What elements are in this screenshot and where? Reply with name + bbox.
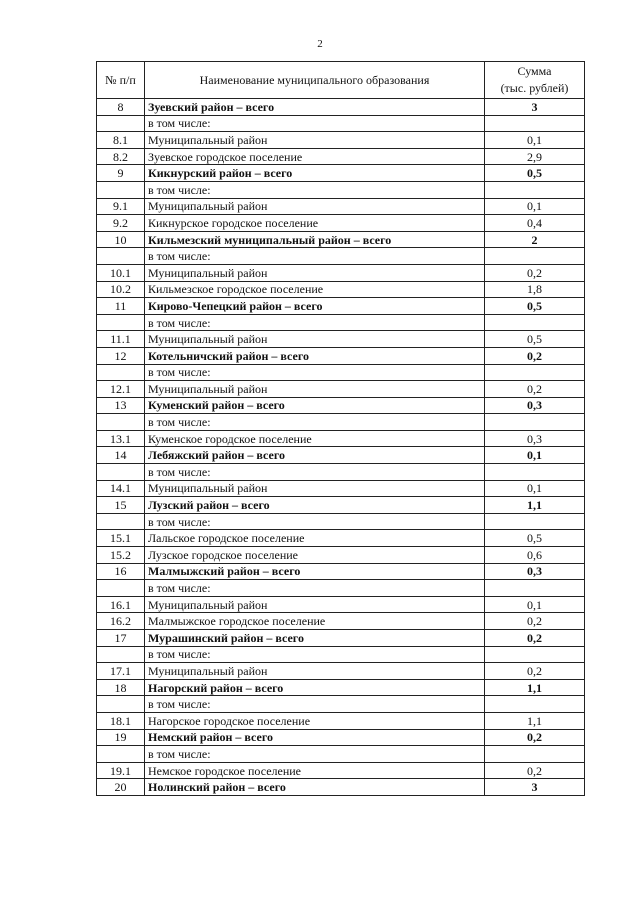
budget-table [96, 61, 585, 796]
table-row [97, 248, 585, 265]
row-name-cell: Малмыжское городское поселение [145, 613, 485, 630]
row-sum-cell: 0,3 [485, 430, 585, 447]
row-sum-cell: 3 [485, 779, 585, 796]
table-row [97, 414, 585, 431]
row-number-cell: 11.1 [97, 331, 145, 348]
table-row-total [97, 729, 585, 746]
row-number-cell [97, 464, 145, 481]
row-name-cell: в том числе: [145, 746, 485, 763]
row-number-cell: 15 [97, 497, 145, 514]
table-row-total [97, 563, 585, 580]
row-number-cell: 15.2 [97, 547, 145, 564]
row-sum-cell [485, 115, 585, 132]
row-sum-cell: 3 [485, 99, 585, 116]
row-number-cell: 8.1 [97, 132, 145, 149]
row-number-cell: 19.1 [97, 762, 145, 779]
row-name-cell: Муниципальный район [145, 331, 485, 348]
row-sum-cell: 0,2 [485, 729, 585, 746]
row-name-cell: в том числе: [145, 314, 485, 331]
table-row [97, 530, 585, 547]
row-sum-cell: 0,4 [485, 215, 585, 232]
row-number-cell [97, 181, 145, 198]
row-number-cell: 11 [97, 298, 145, 315]
row-number-cell [97, 115, 145, 132]
row-sum-cell: 0,2 [485, 381, 585, 398]
row-number-cell: 10 [97, 231, 145, 248]
row-number-cell: 14.1 [97, 480, 145, 497]
row-number-cell: 12 [97, 347, 145, 364]
row-name-cell: Лузское городское поселение [145, 547, 485, 564]
row-sum-cell: 0,5 [485, 298, 585, 315]
row-number-cell: 17.1 [97, 663, 145, 680]
table-row [97, 430, 585, 447]
row-number-cell: 13 [97, 397, 145, 414]
row-sum-cell: 1,1 [485, 712, 585, 729]
row-sum-cell: 0,3 [485, 397, 585, 414]
table-row [97, 281, 585, 298]
table-row [97, 696, 585, 713]
row-sum-cell: 0,1 [485, 132, 585, 149]
row-name-cell: в том числе: [145, 181, 485, 198]
table-row-total [97, 347, 585, 364]
table-row [97, 364, 585, 381]
row-sum-cell: 0,5 [485, 165, 585, 182]
table-row [97, 115, 585, 132]
row-number-cell: 12.1 [97, 381, 145, 398]
row-sum-cell: 0,1 [485, 596, 585, 613]
row-name-cell: Малмыжский район – всего [145, 563, 485, 580]
row-sum-cell: 1,8 [485, 281, 585, 298]
row-number-cell [97, 696, 145, 713]
table-row-total [97, 779, 585, 796]
row-name-cell: Лузский район – всего [145, 497, 485, 514]
row-number-cell [97, 314, 145, 331]
row-number-cell [97, 364, 145, 381]
table-row-total [97, 447, 585, 464]
row-name-cell: Кикнурское городское поселение [145, 215, 485, 232]
row-number-cell [97, 580, 145, 597]
row-name-cell: Лальское городское поселение [145, 530, 485, 547]
table-row [97, 762, 585, 779]
row-name-cell: в том числе: [145, 115, 485, 132]
row-number-cell: 10.1 [97, 264, 145, 281]
row-number-cell: 19 [97, 729, 145, 746]
row-number-cell: 9.1 [97, 198, 145, 215]
row-name-cell: Кикнурский район – всего [145, 165, 485, 182]
table-row [97, 381, 585, 398]
row-name-cell: Кильмезский муниципальный район – всего [145, 231, 485, 248]
row-name-cell: Кильмезское городское поселение [145, 281, 485, 298]
row-number-cell: 17 [97, 630, 145, 647]
row-number-cell: 18.1 [97, 712, 145, 729]
row-sum-cell: 0,1 [485, 198, 585, 215]
row-number-cell: 13.1 [97, 430, 145, 447]
row-name-cell: Немское городское поселение [145, 762, 485, 779]
table-row [97, 480, 585, 497]
table-row [97, 513, 585, 530]
table-row-total [97, 298, 585, 315]
row-sum-cell: 0,2 [485, 630, 585, 647]
row-sum-cell [485, 414, 585, 431]
row-name-cell: Муниципальный район [145, 132, 485, 149]
row-number-cell: 20 [97, 779, 145, 796]
row-number-cell [97, 414, 145, 431]
table-row-total [97, 630, 585, 647]
row-name-cell: Лебяжский район – всего [145, 447, 485, 464]
row-sum-cell: 0,2 [485, 264, 585, 281]
row-sum-cell: 2,9 [485, 148, 585, 165]
table-row-total [97, 397, 585, 414]
row-number-cell [97, 248, 145, 265]
row-name-cell: Куменское городское поселение [145, 430, 485, 447]
table-header-row [97, 62, 585, 99]
table-row [97, 148, 585, 165]
row-number-cell: 18 [97, 679, 145, 696]
row-sum-cell: 0,6 [485, 547, 585, 564]
row-name-cell: Муниципальный район [145, 381, 485, 398]
row-number-cell: 9 [97, 165, 145, 182]
table-row-total [97, 231, 585, 248]
table-row [97, 646, 585, 663]
row-sum-cell [485, 248, 585, 265]
row-name-cell: в том числе: [145, 580, 485, 597]
row-sum-cell [485, 364, 585, 381]
row-name-cell: Нолинский район – всего [145, 779, 485, 796]
page-number: 2 [317, 38, 323, 50]
table-row [97, 132, 585, 149]
table-row [97, 215, 585, 232]
row-sum-cell: 2 [485, 231, 585, 248]
row-sum-cell: 0,2 [485, 762, 585, 779]
row-sum-cell: 1,1 [485, 497, 585, 514]
table-row [97, 181, 585, 198]
row-name-cell: Муниципальный район [145, 198, 485, 215]
row-sum-cell: 0,5 [485, 530, 585, 547]
row-name-cell: в том числе: [145, 696, 485, 713]
row-sum-cell: 0,3 [485, 563, 585, 580]
row-number-cell [97, 746, 145, 763]
table-row [97, 331, 585, 348]
row-number-cell: 10.2 [97, 281, 145, 298]
header-sum-title: Сумма [517, 64, 552, 78]
row-sum-cell [485, 513, 585, 530]
row-name-cell: в том числе: [145, 248, 485, 265]
row-name-cell: Нагорское городское поселение [145, 712, 485, 729]
row-number-cell: 14 [97, 447, 145, 464]
table-row [97, 580, 585, 597]
row-number-cell [97, 513, 145, 530]
row-name-cell: Нагорский район – всего [145, 679, 485, 696]
row-sum-cell: 0,2 [485, 663, 585, 680]
table-row [97, 596, 585, 613]
row-sum-cell: 0,1 [485, 447, 585, 464]
row-sum-cell: 0,5 [485, 331, 585, 348]
row-name-cell: в том числе: [145, 646, 485, 663]
table-row [97, 547, 585, 564]
row-sum-cell [485, 314, 585, 331]
row-name-cell: в том числе: [145, 513, 485, 530]
row-name-cell: Муниципальный район [145, 663, 485, 680]
row-number-cell: 16 [97, 563, 145, 580]
row-sum-cell [485, 464, 585, 481]
table-row [97, 712, 585, 729]
row-sum-cell: 0,2 [485, 347, 585, 364]
row-number-cell: 16.2 [97, 613, 145, 630]
row-number-cell: 8.2 [97, 148, 145, 165]
row-sum-cell [485, 746, 585, 763]
row-number-cell: 9.2 [97, 215, 145, 232]
header-municipality: Наименование муниципального образования [145, 62, 485, 99]
table-row-total [97, 99, 585, 116]
table-row-total [97, 165, 585, 182]
row-number-cell [97, 646, 145, 663]
row-sum-cell: 0,1 [485, 480, 585, 497]
row-name-cell: Кирово-Чепецкий район – всего [145, 298, 485, 315]
table-row [97, 264, 585, 281]
table-row [97, 663, 585, 680]
row-number-cell: 16.1 [97, 596, 145, 613]
row-sum-cell: 1,1 [485, 679, 585, 696]
row-name-cell: Зуевское городское поселение [145, 148, 485, 165]
row-name-cell: Муниципальный район [145, 480, 485, 497]
header-sum [485, 62, 585, 99]
header-number: № п/п [97, 62, 145, 99]
row-name-cell: Куменский район – всего [145, 397, 485, 414]
header-sum-unit: (тыс. рублей) [500, 81, 569, 95]
table-body [97, 99, 585, 796]
row-number-cell: 8 [97, 99, 145, 116]
row-number-cell: 15.1 [97, 530, 145, 547]
table-row [97, 613, 585, 630]
row-name-cell: Зуевский район – всего [145, 99, 485, 116]
table-row [97, 464, 585, 481]
row-name-cell: Муниципальный район [145, 264, 485, 281]
row-name-cell: в том числе: [145, 464, 485, 481]
row-name-cell: в том числе: [145, 364, 485, 381]
row-name-cell: Мурашинский район – всего [145, 630, 485, 647]
table-row [97, 198, 585, 215]
row-sum-cell [485, 696, 585, 713]
row-name-cell: Муниципальный район [145, 596, 485, 613]
row-name-cell: Немский район – всего [145, 729, 485, 746]
row-sum-cell [485, 646, 585, 663]
row-sum-cell: 0,2 [485, 613, 585, 630]
row-sum-cell [485, 580, 585, 597]
row-name-cell: Котельничский район – всего [145, 347, 485, 364]
table-row-total [97, 497, 585, 514]
row-name-cell: в том числе: [145, 414, 485, 431]
table-row [97, 314, 585, 331]
table-row [97, 746, 585, 763]
row-sum-cell [485, 181, 585, 198]
table-row-total [97, 679, 585, 696]
